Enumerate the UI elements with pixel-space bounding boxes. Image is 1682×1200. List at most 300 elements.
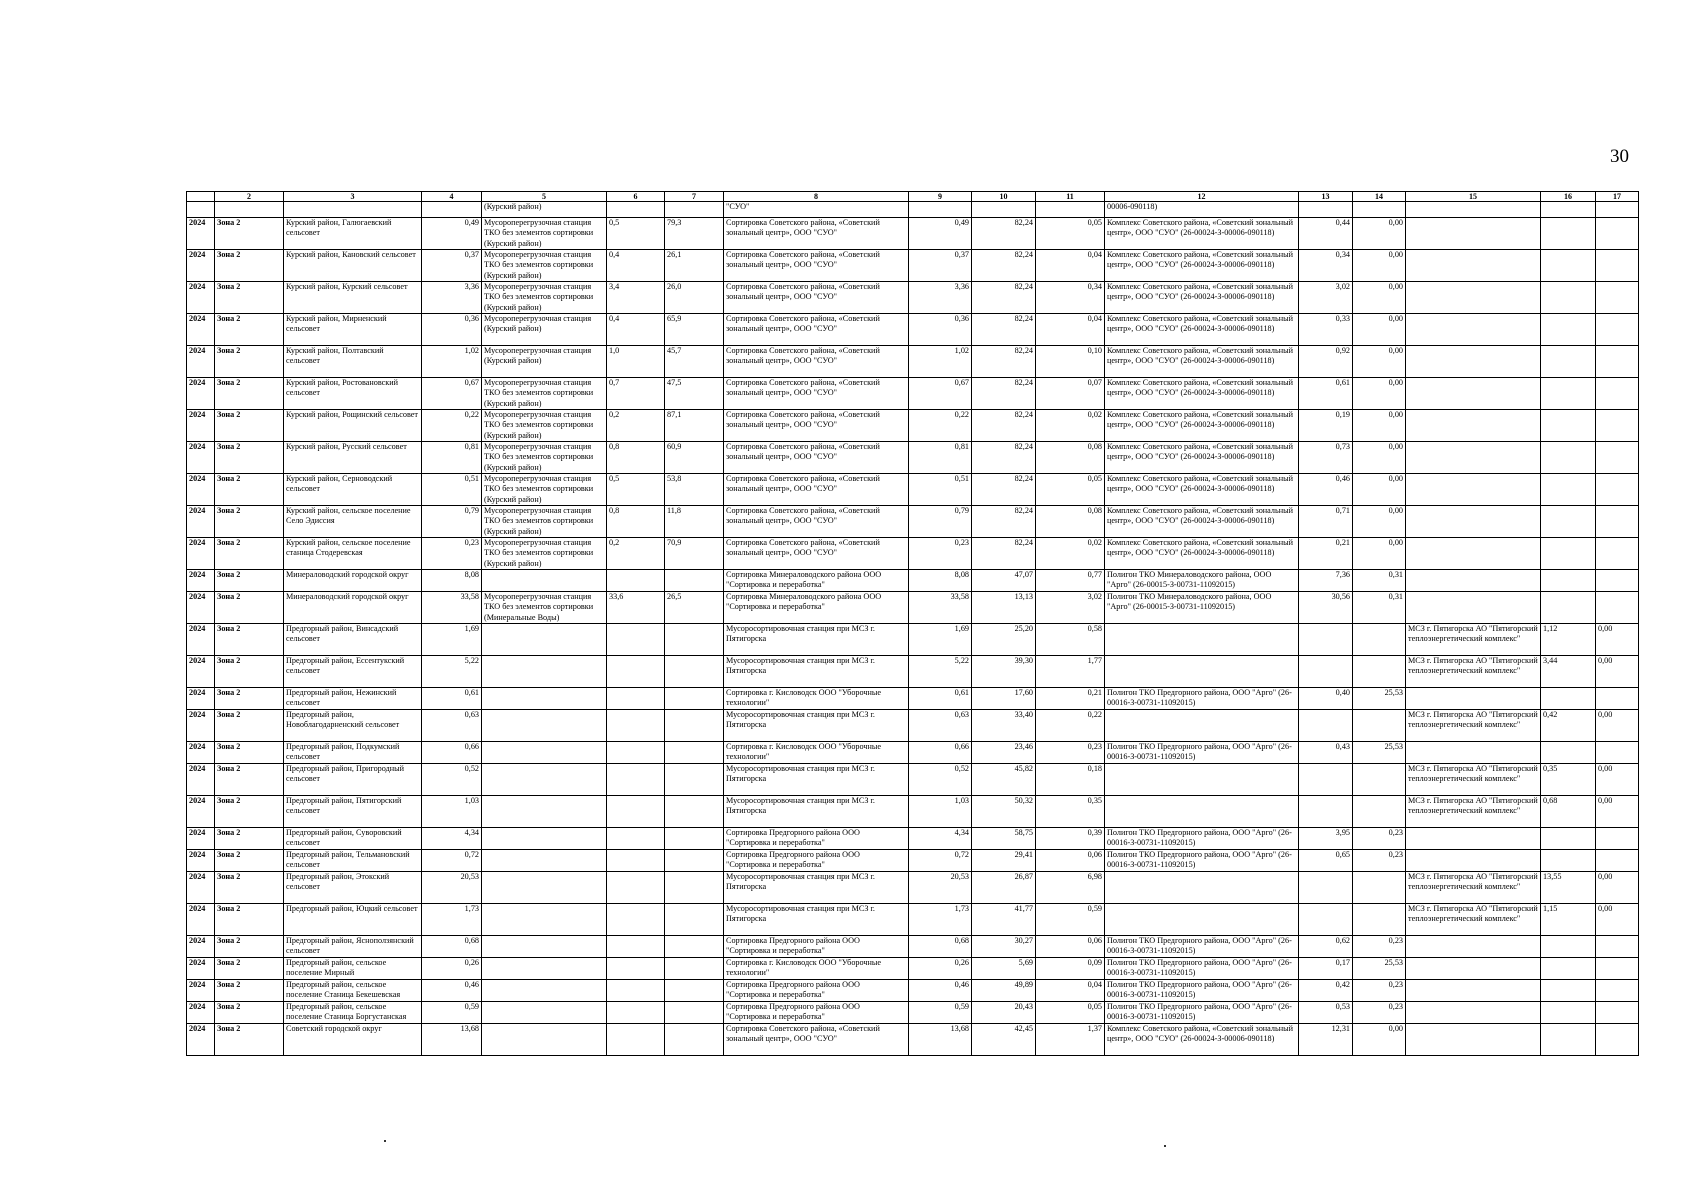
- table-cell: Сортировка Советского района, «Советский зональный центр», ООО "СУО": [724, 378, 909, 410]
- table-cell: 0,61: [1299, 378, 1353, 410]
- table-cell: Зона 2: [215, 592, 284, 624]
- table-cell: Сортировка Советского района, «Советский зональный центр», ООО "СУО": [724, 282, 909, 314]
- table-cell: Зона 2: [215, 282, 284, 314]
- table-cell: [1406, 346, 1541, 378]
- table-cell: 2024: [187, 624, 215, 656]
- table-cell: [482, 624, 607, 656]
- table-cell: 3,44: [1541, 656, 1596, 688]
- table-cell: 2024: [187, 218, 215, 250]
- table-cell: [665, 936, 724, 958]
- table-row: [187, 250, 1639, 282]
- table-cell: [1541, 506, 1596, 538]
- table-cell: [1299, 710, 1353, 742]
- table-cell: [482, 872, 607, 904]
- table-cell: [1596, 410, 1639, 442]
- table-row: [187, 410, 1639, 442]
- table-cell: 3,02: [1299, 282, 1353, 314]
- table-cell: 0,00: [1353, 378, 1406, 410]
- table-cell: Комплекс Советского района, «Советский зональный центр», ООО "СУО" (26-00024-З-00006-090118): [1105, 1024, 1299, 1056]
- table-cell: 23,46: [972, 742, 1036, 764]
- table-cell: 0,77: [1036, 570, 1105, 592]
- table-cell: 2024: [187, 656, 215, 688]
- table-cell: 0,72: [909, 850, 972, 872]
- table-row: [187, 958, 1639, 980]
- table-cell: Сортировка г. Кисловодск ООО "Уборочные технологии": [724, 958, 909, 980]
- table-cell: 6,98: [1036, 872, 1105, 904]
- table-cell: [607, 710, 665, 742]
- table-cell: Предгорный район, Суворовский сельсовет: [284, 828, 422, 850]
- table-cell: 82,24: [972, 218, 1036, 250]
- table-cell: Зона 2: [215, 1024, 284, 1056]
- table-cell: Зона 2: [215, 314, 284, 346]
- table-cell: 0,18: [1036, 764, 1105, 796]
- table-cell: 0,00: [1353, 346, 1406, 378]
- table-cell: [1406, 410, 1541, 442]
- table-cell: (Курский район): [482, 202, 607, 218]
- table-cell: [482, 936, 607, 958]
- table-cell: 0,62: [1299, 936, 1353, 958]
- table-row: [187, 904, 1639, 936]
- table-cell: [1105, 872, 1299, 904]
- table-cell: Предгорный район, сельское поселение Станица Бекешевская: [284, 980, 422, 1002]
- table-cell: Полигон ТКО Предгорного района, ООО "Арго" (26-00016-З-00731-11092015): [1105, 1002, 1299, 1024]
- table-cell: Мусоросортировочная станция при МСЗ г. Пятигорска: [724, 624, 909, 656]
- table-cell: [909, 202, 972, 218]
- table-cell: 0,42: [1541, 710, 1596, 742]
- table-cell: [482, 796, 607, 828]
- table-cell: 0,71: [1299, 506, 1353, 538]
- table-cell: Минераловодский городской округ: [284, 592, 422, 624]
- table-cell: 0,2: [607, 538, 665, 570]
- table-cell: 0,08: [1036, 442, 1105, 474]
- table-cell: [1406, 442, 1541, 474]
- table-cell: Предгорный район, Тельмановский сельсовет: [284, 850, 422, 872]
- table-cell: Сортировка Предгорного района ООО "Сортировка и переработка": [724, 936, 909, 958]
- table-cell: 82,24: [972, 250, 1036, 282]
- table-cell: Сортировка Предгорного района ООО "Сортировка и переработка": [724, 1002, 909, 1024]
- table-cell: Зона 2: [215, 936, 284, 958]
- table-cell: 2024: [187, 506, 215, 538]
- table-cell: [665, 980, 724, 1002]
- table-cell: Сортировка Советского района, «Советский зональный центр», ООО "СУО": [724, 1024, 909, 1056]
- table-cell: Сортировка Советского района, «Советский зональный центр», ООО "СУО": [724, 506, 909, 538]
- table-cell: [1541, 688, 1596, 710]
- table-cell: [1541, 378, 1596, 410]
- table-cell: [1406, 506, 1541, 538]
- table-cell: 30,56: [1299, 592, 1353, 624]
- table-cell: [1353, 710, 1406, 742]
- table-cell: 0,37: [909, 250, 972, 282]
- table-cell: Мусороперегрузочная станция ТКО без элементов сортировки (Курский район): [482, 442, 607, 474]
- table-cell: 82,24: [972, 538, 1036, 570]
- table-cell: 0,00: [1353, 314, 1406, 346]
- table-cell: Зона 2: [215, 1002, 284, 1024]
- table-cell: 1,73: [909, 904, 972, 936]
- table-cell: [665, 764, 724, 796]
- table-cell: [1541, 936, 1596, 958]
- table-cell: 82,24: [972, 410, 1036, 442]
- table-cell: 0,81: [909, 442, 972, 474]
- table-cell: [1105, 656, 1299, 688]
- table-cell: 0,23: [1353, 980, 1406, 1002]
- table-cell: 0,17: [1299, 958, 1353, 980]
- table-cell: [482, 764, 607, 796]
- header-row: [187, 192, 1639, 202]
- table-cell: 0,00: [1353, 282, 1406, 314]
- table-cell: 0,00: [1596, 656, 1639, 688]
- table-cell: 0,26: [909, 958, 972, 980]
- table-cell: [1541, 1002, 1596, 1024]
- table-row: [187, 442, 1639, 474]
- table-cell: 8,08: [909, 570, 972, 592]
- header-cell: 8: [724, 192, 909, 202]
- table-cell: 0,73: [1299, 442, 1353, 474]
- table-cell: [1406, 378, 1541, 410]
- table-cell: 0,23: [1353, 1002, 1406, 1024]
- table-cell: Мусороперегрузочная станция (Курский район): [482, 314, 607, 346]
- table-cell: Зона 2: [215, 710, 284, 742]
- table-cell: Полигон ТКО Минераловодского района, ООО "Арго" (26-00015-З-00731-11092015): [1105, 570, 1299, 592]
- table-cell: [1299, 764, 1353, 796]
- table-cell: [1596, 980, 1639, 1002]
- table-row: [187, 282, 1639, 314]
- table-cell: 0,22: [422, 410, 482, 442]
- table-cell: Мусоросортировочная станция при МСЗ г. Пятигорска: [724, 796, 909, 828]
- table-cell: 82,24: [972, 346, 1036, 378]
- table-cell: [1596, 282, 1639, 314]
- table-cell: 0,63: [909, 710, 972, 742]
- table-cell: 79,3: [665, 218, 724, 250]
- table-row: [187, 624, 1639, 656]
- table-cell: МСЗ г. Пятигорска АО "Пятигорский теплоэнергетический комплекс": [1406, 872, 1541, 904]
- table-cell: Сортировка г. Кисловодск ООО "Уборочные технологии": [724, 742, 909, 764]
- table-cell: [1406, 474, 1541, 506]
- table-cell: [607, 980, 665, 1002]
- table-cell: [1036, 202, 1105, 218]
- table-cell: 1,15: [1541, 904, 1596, 936]
- table-cell: [284, 202, 422, 218]
- table-cell: [1541, 850, 1596, 872]
- table-cell: Комплекс Советского района, «Советский зональный центр», ООО "СУО" (26-00024-З-00006-090118): [1105, 474, 1299, 506]
- table-cell: 0,81: [422, 442, 482, 474]
- table-cell: [1406, 958, 1541, 980]
- table-cell: Зона 2: [215, 850, 284, 872]
- table-cell: 33,58: [422, 592, 482, 624]
- table-cell: 1,03: [422, 796, 482, 828]
- table-cell: Зона 2: [215, 904, 284, 936]
- table-cell: 82,24: [972, 474, 1036, 506]
- table-cell: Полигон ТКО Предгорного района, ООО "Арго" (26-00016-З-00731-11092015): [1105, 980, 1299, 1002]
- table-cell: Сортировка Предгорного района ООО "Сортировка и переработка": [724, 850, 909, 872]
- table-cell: Мусороперегрузочная станция ТКО без элементов сортировки (Курский район): [482, 218, 607, 250]
- table-cell: Мусороперегрузочная станция ТКО без элементов сортировки (Минеральные Воды): [482, 592, 607, 624]
- table-cell: 17,60: [972, 688, 1036, 710]
- table-cell: 0,09: [1036, 958, 1105, 980]
- table-cell: [1353, 904, 1406, 936]
- table-cell: Сортировка Предгорного района ООО "Сортировка и переработка": [724, 828, 909, 850]
- table-cell: 2024: [187, 872, 215, 904]
- table-cell: 5,22: [422, 656, 482, 688]
- table-cell: 0,31: [1353, 592, 1406, 624]
- table-cell: 2024: [187, 850, 215, 872]
- table-row: [187, 202, 1639, 218]
- table-cell: Курский район, сельское поселение Село Эдиссия: [284, 506, 422, 538]
- table-cell: 2024: [187, 346, 215, 378]
- table-cell: Курский район, Кановский сельсовет: [284, 250, 422, 282]
- table-cell: 2024: [187, 570, 215, 592]
- table-cell: 3,02: [1036, 592, 1105, 624]
- header-cell: 16: [1541, 192, 1596, 202]
- table-cell: 33,58: [909, 592, 972, 624]
- table-cell: [1541, 958, 1596, 980]
- table-cell: 0,08: [1036, 506, 1105, 538]
- table-cell: 0,23: [422, 538, 482, 570]
- table-cell: Комплекс Советского района, «Советский зональный центр», ООО "СУО" (26-00024-З-00006-090118): [1105, 346, 1299, 378]
- table-cell: Полигон ТКО Предгорного района, ООО "Арго" (26-00016-З-00731-11092015): [1105, 850, 1299, 872]
- table-row: [187, 850, 1639, 872]
- table-cell: 0,07: [1036, 378, 1105, 410]
- table-cell: 0,66: [909, 742, 972, 764]
- table-cell: 2024: [187, 314, 215, 346]
- table-cell: 13,55: [1541, 872, 1596, 904]
- table-cell: 00006-090118): [1105, 202, 1299, 218]
- table-cell: [1105, 904, 1299, 936]
- table-cell: 82,24: [972, 442, 1036, 474]
- table-row: [187, 742, 1639, 764]
- table-cell: Курский район, Мирненский сельсовет: [284, 314, 422, 346]
- table-cell: [482, 958, 607, 980]
- table-cell: [482, 828, 607, 850]
- table-row: [187, 828, 1639, 850]
- table-cell: 30,27: [972, 936, 1036, 958]
- table-cell: 26,5: [665, 592, 724, 624]
- table-cell: 2024: [187, 710, 215, 742]
- table-row: [187, 796, 1639, 828]
- table-cell: 41,77: [972, 904, 1036, 936]
- table-row: [187, 474, 1639, 506]
- table-cell: Зона 2: [215, 250, 284, 282]
- table-cell: Комплекс Советского района, «Советский зональный центр», ООО "СУО" (26-00024-З-00006-090118): [1105, 250, 1299, 282]
- table-cell: [482, 570, 607, 592]
- table-cell: 3,4: [607, 282, 665, 314]
- table-cell: [482, 850, 607, 872]
- table-cell: [482, 1002, 607, 1024]
- table-cell: 0,31: [1353, 570, 1406, 592]
- table-cell: [482, 742, 607, 764]
- table-cell: 0,00: [1353, 442, 1406, 474]
- table-cell: 0,00: [1353, 218, 1406, 250]
- table-cell: [607, 936, 665, 958]
- table-cell: 3,36: [909, 282, 972, 314]
- table-cell: [665, 742, 724, 764]
- table-cell: Комплекс Советского района, «Советский зональный центр», ООО "СУО" (26-00024-З-00006-090118): [1105, 538, 1299, 570]
- table-cell: 0,21: [1299, 538, 1353, 570]
- table-cell: 20,43: [972, 1002, 1036, 1024]
- table-cell: Комплекс Советского района, «Советский зональный центр», ООО "СУО" (26-00024-З-00006-090118): [1105, 410, 1299, 442]
- table-cell: 0,43: [1299, 742, 1353, 764]
- table-cell: 2024: [187, 410, 215, 442]
- table-cell: Мусороперегрузочная станция (Курский район): [482, 346, 607, 378]
- table-cell: 0,05: [1036, 218, 1105, 250]
- table-cell: 0,33: [1299, 314, 1353, 346]
- table-cell: 2024: [187, 688, 215, 710]
- table-cell: 13,68: [909, 1024, 972, 1056]
- table-cell: 0,06: [1036, 850, 1105, 872]
- table-cell: 0,2: [607, 410, 665, 442]
- table-cell: [1541, 218, 1596, 250]
- table-cell: Зона 2: [215, 218, 284, 250]
- table-cell: [665, 1002, 724, 1024]
- table-cell: 0,51: [909, 474, 972, 506]
- table-cell: [187, 202, 215, 218]
- table-cell: 0,59: [909, 1002, 972, 1024]
- table-cell: "СУО": [724, 202, 909, 218]
- table-cell: МСЗ г. Пятигорска АО "Пятигорский теплоэнергетический комплекс": [1406, 764, 1541, 796]
- table-cell: [1541, 442, 1596, 474]
- table-cell: 0,02: [1036, 538, 1105, 570]
- table-cell: 25,53: [1353, 958, 1406, 980]
- table-cell: 2024: [187, 742, 215, 764]
- table-cell: Комплекс Советского района, «Советский зональный центр», ООО "СУО" (26-00024-З-00006-090118): [1105, 218, 1299, 250]
- table-cell: [1353, 796, 1406, 828]
- table-cell: Сортировка Предгорного района ООО "Сортировка и переработка": [724, 980, 909, 1002]
- table-cell: 3,95: [1299, 828, 1353, 850]
- table-cell: 8,08: [422, 570, 482, 592]
- table-cell: 2024: [187, 442, 215, 474]
- table-cell: [607, 850, 665, 872]
- table-cell: 0,46: [422, 980, 482, 1002]
- table-cell: МСЗ г. Пятигорска АО "Пятигорский теплоэнергетический комплекс": [1406, 624, 1541, 656]
- table-cell: Предгорный район, Пригородный сельсовет: [284, 764, 422, 796]
- table-cell: 2024: [187, 828, 215, 850]
- table-cell: [1299, 656, 1353, 688]
- table-cell: Зона 2: [215, 624, 284, 656]
- header-cell: 4: [422, 192, 482, 202]
- table-cell: [1406, 688, 1541, 710]
- header-cell: 6: [607, 192, 665, 202]
- table-cell: Предгорный район, Ясноползянский сельсовет: [284, 936, 422, 958]
- table-cell: 1,03: [909, 796, 972, 828]
- table-cell: 0,23: [909, 538, 972, 570]
- table-cell: 0,46: [909, 980, 972, 1002]
- table-cell: Комплекс Советского района, «Советский зональный центр», ООО "СУО" (26-00024-З-00006-090118): [1105, 506, 1299, 538]
- table-cell: Мусороперегрузочная станция ТКО без элементов сортировки (Курский район): [482, 250, 607, 282]
- header-cell: 10: [972, 192, 1036, 202]
- table-cell: [482, 688, 607, 710]
- table-cell: 0,34: [1036, 282, 1105, 314]
- table-cell: 0,67: [422, 378, 482, 410]
- table-cell: [1406, 592, 1541, 624]
- table-cell: 25,20: [972, 624, 1036, 656]
- table-cell: Зона 2: [215, 764, 284, 796]
- table-cell: [1406, 570, 1541, 592]
- table-cell: 0,4: [607, 314, 665, 346]
- table-cell: [1541, 474, 1596, 506]
- table-cell: 0,00: [1596, 796, 1639, 828]
- table-cell: Зона 2: [215, 474, 284, 506]
- table-cell: [1406, 1024, 1541, 1056]
- table-row: [187, 592, 1639, 624]
- table-cell: 0,23: [1353, 936, 1406, 958]
- table-cell: [1541, 592, 1596, 624]
- table-cell: [1541, 1024, 1596, 1056]
- table-cell: 0,00: [1596, 710, 1639, 742]
- header-cell: 3: [284, 192, 422, 202]
- table-cell: 0,04: [1036, 980, 1105, 1002]
- table-cell: [1105, 796, 1299, 828]
- table-cell: [665, 624, 724, 656]
- table-cell: [607, 904, 665, 936]
- table-cell: [1541, 250, 1596, 282]
- table-cell: 2024: [187, 474, 215, 506]
- table-cell: [607, 1002, 665, 1024]
- header-cell: 15: [1406, 192, 1541, 202]
- table-cell: Минераловодский городской округ: [284, 570, 422, 592]
- table-cell: Советский городской округ: [284, 1024, 422, 1056]
- table-cell: [1406, 250, 1541, 282]
- table-cell: 0,63: [422, 710, 482, 742]
- table-cell: 20,53: [909, 872, 972, 904]
- table-cell: [972, 202, 1036, 218]
- table-cell: 0,67: [909, 378, 972, 410]
- table-cell: 50,32: [972, 796, 1036, 828]
- table-cell: [607, 656, 665, 688]
- table-row: [187, 688, 1639, 710]
- table-row: [187, 346, 1639, 378]
- table-cell: [1596, 538, 1639, 570]
- table-cell: [1541, 346, 1596, 378]
- table-cell: 2024: [187, 378, 215, 410]
- table-cell: Зона 2: [215, 872, 284, 904]
- table-cell: МСЗ г. Пятигорска АО "Пятигорский теплоэнергетический комплекс": [1406, 710, 1541, 742]
- table-cell: 12,31: [1299, 1024, 1353, 1056]
- table-cell: 0,8: [607, 442, 665, 474]
- table-cell: [1596, 1002, 1639, 1024]
- table-cell: 3,36: [422, 282, 482, 314]
- table-row: [187, 570, 1639, 592]
- table-cell: 0,65: [1299, 850, 1353, 872]
- table-cell: [1596, 250, 1639, 282]
- table-cell: 0,00: [1596, 872, 1639, 904]
- table-cell: 45,7: [665, 346, 724, 378]
- table-row: [187, 218, 1639, 250]
- table-cell: [1406, 980, 1541, 1002]
- table-cell: 2024: [187, 764, 215, 796]
- table-row: [187, 1024, 1639, 1056]
- table-cell: 58,75: [972, 828, 1036, 850]
- table-cell: 33,40: [972, 710, 1036, 742]
- table-cell: 0,00: [1353, 474, 1406, 506]
- table-cell: 60,9: [665, 442, 724, 474]
- table-cell: Полигон ТКО Предгорного района, ООО "Арго" (26-00016-З-00731-11092015): [1105, 688, 1299, 710]
- table-cell: Зона 2: [215, 410, 284, 442]
- table-cell: 1,02: [909, 346, 972, 378]
- table-cell: 0,04: [1036, 314, 1105, 346]
- table-cell: Мусоросортировочная станция при МСЗ г. Пятигорска: [724, 872, 909, 904]
- table-cell: 1,69: [909, 624, 972, 656]
- table-cell: Комплекс Советского района, «Советский зональный центр», ООО "СУО" (26-00024-З-00006-090118): [1105, 314, 1299, 346]
- table-cell: Курский район, Ростовановский сельсовет: [284, 378, 422, 410]
- header-cell: 17: [1596, 192, 1639, 202]
- table-cell: 2024: [187, 1024, 215, 1056]
- table-cell: 0,40: [1299, 688, 1353, 710]
- table-cell: Сортировка Советского района, «Советский зональный центр», ООО "СУО": [724, 346, 909, 378]
- table-cell: [1596, 442, 1639, 474]
- table-cell: 4,34: [422, 828, 482, 850]
- table-cell: [482, 1024, 607, 1056]
- table-cell: 0,66: [422, 742, 482, 764]
- table-cell: 0,61: [909, 688, 972, 710]
